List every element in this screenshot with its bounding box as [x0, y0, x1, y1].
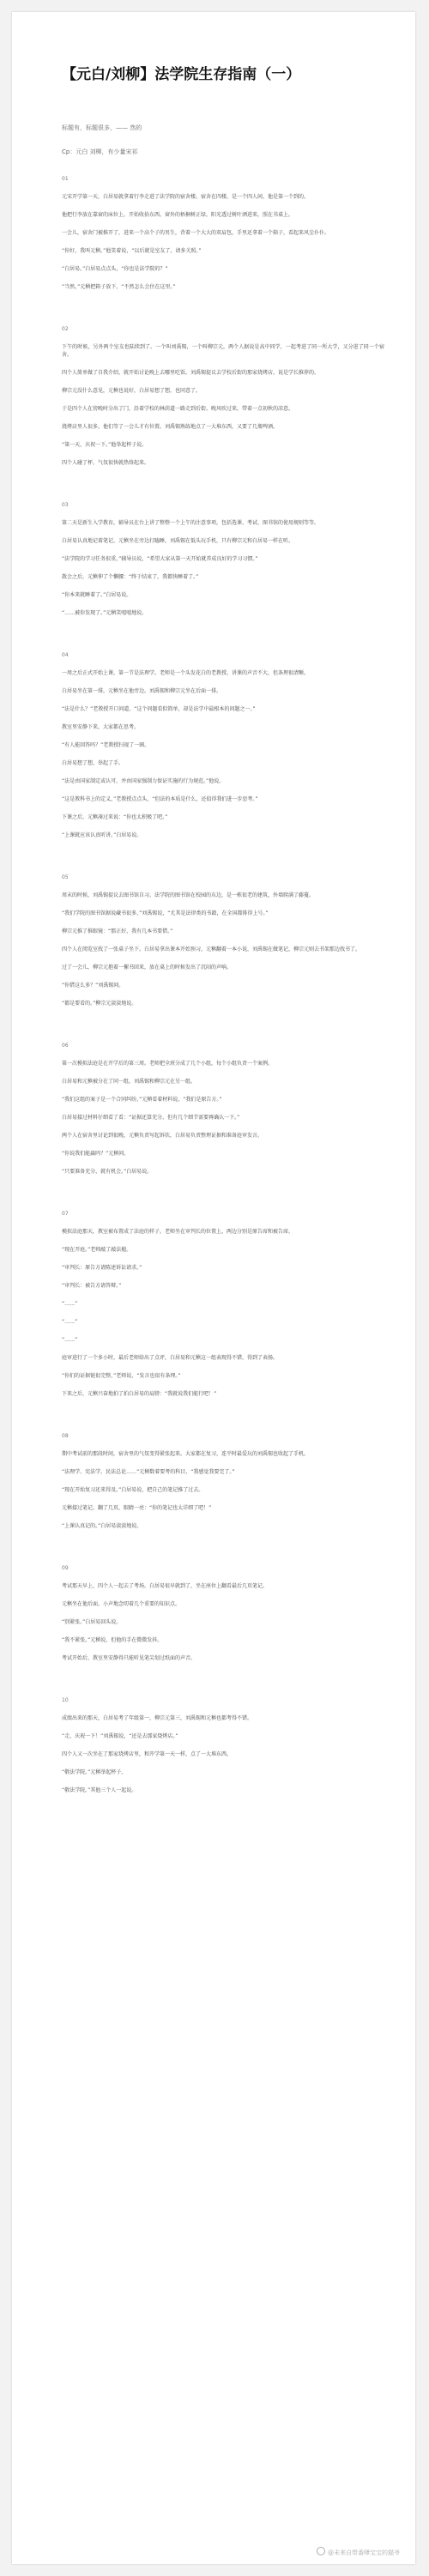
- paragraph: “有人能回答吗？”老教授扫视了一圈。: [62, 742, 150, 748]
- paragraph: “你们的证据链很完整，”老师说，“发言也很有条理。”: [62, 1373, 181, 1379]
- paragraph: 模拟法庭那天，教室被布置成了法庭的样子。老师坐在审判长的位置上，两边分别是原告席和被告席。: [62, 1229, 294, 1235]
- chapter-number: 01: [62, 176, 69, 182]
- chapter-section: [62, 501, 384, 617]
- paragraph: “上课就应该认真听讲。”白居易说。: [62, 832, 142, 838]
- paragraph: “我们学院的图书馆据说藏书很多，”刘禹锡说，“尤其是法律类的书籍，在全国都排得上号。”: [62, 910, 269, 916]
- weibo-icon: [317, 2547, 325, 2555]
- paragraph: 第一次模拟法庭是在开学后的第三周。老师把全班分成了几个小组，每个小组负责一个案例。: [62, 1061, 274, 1067]
- paragraph: “敬法学院。”其他三个人一起说。: [62, 1787, 137, 1793]
- paragraph: 四个人又一次坐在了那家烧烤店里，和开学第一天一样，点了一大堆东西。: [62, 1751, 233, 1757]
- paragraph: 教室里安静下来，大家都在思考。: [62, 724, 140, 730]
- chapter-number: 03: [62, 502, 69, 508]
- paragraph: “第一天，庆祝一下。”他举起杯子说。: [62, 442, 148, 448]
- paragraph: 于是四个人在傍晚时分出了门，沿着学校的林荫道一路走到后街。晚风吹过来，带着一点初秋的凉意。: [62, 406, 294, 412]
- paragraph: 下课之后，元稹凑过来说：“你也太积极了吧。”: [62, 814, 168, 820]
- paragraph: “敬法学院。”元稹举起杯子。: [62, 1769, 127, 1775]
- paragraph: “审判长：原告方请陈述诉讼请求。”: [62, 1265, 142, 1271]
- watermark: [317, 2547, 400, 2557]
- chapter-section: [62, 651, 384, 839]
- paragraph: 四个人在阅览室找了一张桌子坐下。白居易拿出课本开始预习，元稹翻着一本小说，刘禹锡在做笔记，柳宗元则去书架那边找书了。: [62, 946, 361, 952]
- chapter-section: [62, 1432, 384, 1530]
- paragraph: 散会之后，元稹伸了个懒腰：“终于结束了，我都快睡着了。”: [62, 574, 199, 580]
- chapter-number: 10: [62, 1697, 69, 1703]
- paragraph: 白居易和元稹被分在了同一组，刘禹锡和柳宗元在另一组。: [62, 1079, 196, 1085]
- paragraph: 期中考试前的那段时间，宿舍里的气氛变得紧张起来。大家都在复习，连平时最爱玩的刘禹锡也收起了手机。: [62, 1451, 310, 1457]
- paragraph: “……”: [62, 1319, 78, 1325]
- paragraph: “只要准备充分，就有机会。”白居易说。: [62, 1169, 153, 1175]
- paragraph: “白居易。”白居易点点头，“你也是法学院的？”: [62, 266, 168, 272]
- paragraph: 两个人在宿舍里讨论到很晚，元稹负责写起诉状，白居易负责整理证据和准备庭审发言。: [62, 1133, 263, 1139]
- paragraph: “别紧张。”白居易回头说。: [62, 1619, 122, 1625]
- chapter-section: [62, 1210, 384, 1398]
- paragraph: “……被你发现了。”元稹笑嘻嘻地说。: [62, 610, 148, 616]
- paragraph: “现在开始复习还来得及。”白居易说，把自己的笔记推了过去。: [62, 1487, 204, 1493]
- paragraph: 考试那天早上，四个人一起去了考场。白居易很早就到了，坐在座位上翻看最后几页笔记。: [62, 1583, 269, 1589]
- paragraph: 一周之后正式开始上课，第一节是法理学。老师是一个头发花白的老教授，讲课的声音不大，但条理很清晰。: [62, 670, 310, 676]
- paragraph: 白居易接过材料仔细看了看：“证据还算充分，但有几个细节需要再确认一下。”: [62, 1115, 240, 1121]
- paragraph: “当然，”元稹把箱子放下，“不然怎么会住在这里。”: [62, 284, 176, 290]
- watermark-text: @未来自带番嗲宝宝的猫爷: [328, 2549, 400, 2556]
- document-title: 【元白/刘柳】法学院生存指南（一）: [62, 66, 301, 83]
- paragraph: 白居易认真地记着笔记，元稹坐在旁边打瞌睡，刘禹锡在低头玩手机，只有柳宗元和白居易一样在听。: [62, 538, 294, 544]
- paragraph: 他把行李放在靠窗的床位上，开始收拾东西。窗外的梧桐树正绿，阳光透过树叶洒进来，照在书桌上。: [62, 212, 294, 218]
- paragraph: 四个人碰了杯，气氛很快就热络起来。: [62, 460, 150, 466]
- paragraph: “法是什么？”老教授开口问道，“这个问题看似简单，却是法学中最根本的问题之一。”: [62, 706, 256, 712]
- paragraph: 下午的时候，另外两个室友也陆续到了。一个叫刘禹锡，一个叫柳宗元，两个人据说是高中同学，一起考进了同一所大学，又分进了同一个宿舍。: [62, 344, 384, 358]
- paragraph: 周末的时候，刘禹锡提议去图书馆自习。法学院的图书馆在校园的东边，是一栋很老的建筑，外墙爬满了藤蔓。: [62, 892, 315, 898]
- paragraph: “你说我们能赢吗？”元稹问。: [62, 1151, 130, 1157]
- paragraph: 白居易想了想，举起了手。: [62, 760, 124, 766]
- paragraph: “我们这组的案子是一个合同纠纷，”元稹看着材料说，“我们是原告方。”: [62, 1097, 222, 1103]
- paragraph: “我不紧张。”元稹说，但他的手在微微发抖。: [62, 1637, 163, 1643]
- chapter-number: 08: [62, 1433, 69, 1439]
- chapter-section: [62, 1696, 384, 1794]
- paragraph: 一会儿，宿舍门被推开了，进来一个高个子的男生，背着一个大大的双肩包，手里还拿着一个箱子，看起来风尘仆仆。: [62, 230, 330, 236]
- document-meta: [62, 124, 388, 172]
- paragraph: “你借这么多？”刘禹锡问。: [62, 983, 124, 989]
- paragraph: 庭审进行了一个多小时，最后老师给出了点评，白居易和元稹这一组表现得不错，得到了表扬。: [62, 1355, 279, 1361]
- paragraph: 四个人简单做了自我介绍，就开始讨论晚上去哪里吃饭。刘禹锡提议去学校后街的那家烧烤店，说是学长推荐的。: [62, 370, 320, 376]
- chapter-section: [62, 1564, 384, 1662]
- paragraph: 元稹接过笔记，翻了几页，眼睛一亮：“你的笔记也太详细了吧！”: [62, 1505, 212, 1511]
- paragraph: 第二天是新生入学教育，辅导员在台上讲了整整一个上午的注意事项，包括选课、考试、图书馆的使用规则等等。: [62, 520, 320, 526]
- chapter-section: [62, 175, 384, 291]
- paragraph: “……”: [62, 1337, 78, 1343]
- chapter-section: [62, 874, 384, 1007]
- chapter-section: [62, 1042, 384, 1176]
- paragraph: “上课认真记的。”白居易淡淡地说。: [62, 1523, 142, 1529]
- paragraph: 下来之后，元稹兴奋地拍了拍白居易的肩膀：“我就说我们能行吧！”: [62, 1391, 217, 1397]
- paragraph: 元宋开学第一天，白居易就拿着行李走进了法学院的宿舍楼。宿舍在四楼，是一个四人间，他是第一个到的。: [62, 194, 310, 200]
- chapter-number: 07: [62, 1211, 69, 1217]
- meta-line: 标题有，标题很多，—— 然的: [62, 124, 142, 131]
- chapter-number: 04: [62, 652, 69, 658]
- paragraph: “这是教科书上的定义，”老教授点点头，“但法的本质是什么，还值得我们进一步思考。”: [62, 796, 258, 802]
- meta-line: Cp：元白 刘柳，有少量宋祁: [62, 148, 138, 155]
- chapter-section: [62, 325, 384, 467]
- paragraph: “法是由国家制定或认可，并由国家强制力保证实施的行为规范。”他说。: [62, 778, 225, 784]
- paragraph: 过了一会儿，柳宗元抱着一摞书回来，放在桌上的时候发出了沉闷的声响。: [62, 964, 233, 971]
- paragraph: “法理学、宪法学、民法总论……”元稹数着要考的科目，“我感觉我要完了。”: [62, 1469, 235, 1475]
- chapter-number: 02: [62, 326, 69, 332]
- paragraph: 柳宗元没什么意见，元稹也说好，白居易想了想，也同意了。: [62, 388, 202, 394]
- paragraph: “走，庆祝一下！”刘禹锡说，“还是去那家烧烤店。”: [62, 1733, 178, 1739]
- paragraph: 考试开始后，教室里安静得只能听见笔尖划过纸面的声音。: [62, 1655, 196, 1661]
- paragraph: 柳宗元推了推眼镜：“那正好，我有几本书要借。”: [62, 928, 173, 934]
- chapter-number: 05: [62, 874, 69, 880]
- paragraph: “现在开庭。”老师敲了敲法槌。: [62, 1247, 132, 1253]
- document-body: [62, 175, 384, 1805]
- paragraph: “你本来就睡着了。”白居易说。: [62, 592, 132, 598]
- paragraph: 成绩出来的那天，白居易考了年级第一，柳宗元第三，刘禹锡和元稹也都考得不错。: [62, 1715, 253, 1721]
- chapter-number: 09: [62, 1565, 69, 1571]
- paragraph: “法学院的学习任务很重，”辅导员说，“希望大家从第一天开始就养成良好的学习习惯。”: [62, 556, 258, 562]
- paragraph: “审判长：被告方请答辩。”: [62, 1283, 122, 1289]
- paragraph: “都是要看的。”柳宗元淡淡地说。: [62, 1001, 137, 1007]
- paragraph: 元稹坐在他后面，小声地念叨着几个重要的知识点。: [62, 1601, 181, 1607]
- document-page: [12, 12, 415, 2564]
- chapter-number: 06: [62, 1043, 69, 1049]
- paragraph: 白居易坐在第一排，元稹坐在他旁边。刘禹锡和柳宗元坐在后面一排。: [62, 688, 222, 694]
- paragraph: “你好，我叫元稹。”他笑着说，“以后就是室友了，请多关照。”: [62, 248, 202, 254]
- paragraph: 烧烤店里人很多，他们等了一会儿才有位置。刘禹锡熟练地点了一大堆东西，又要了几瓶啤酒。: [62, 424, 279, 430]
- paragraph: “……”: [62, 1301, 78, 1307]
